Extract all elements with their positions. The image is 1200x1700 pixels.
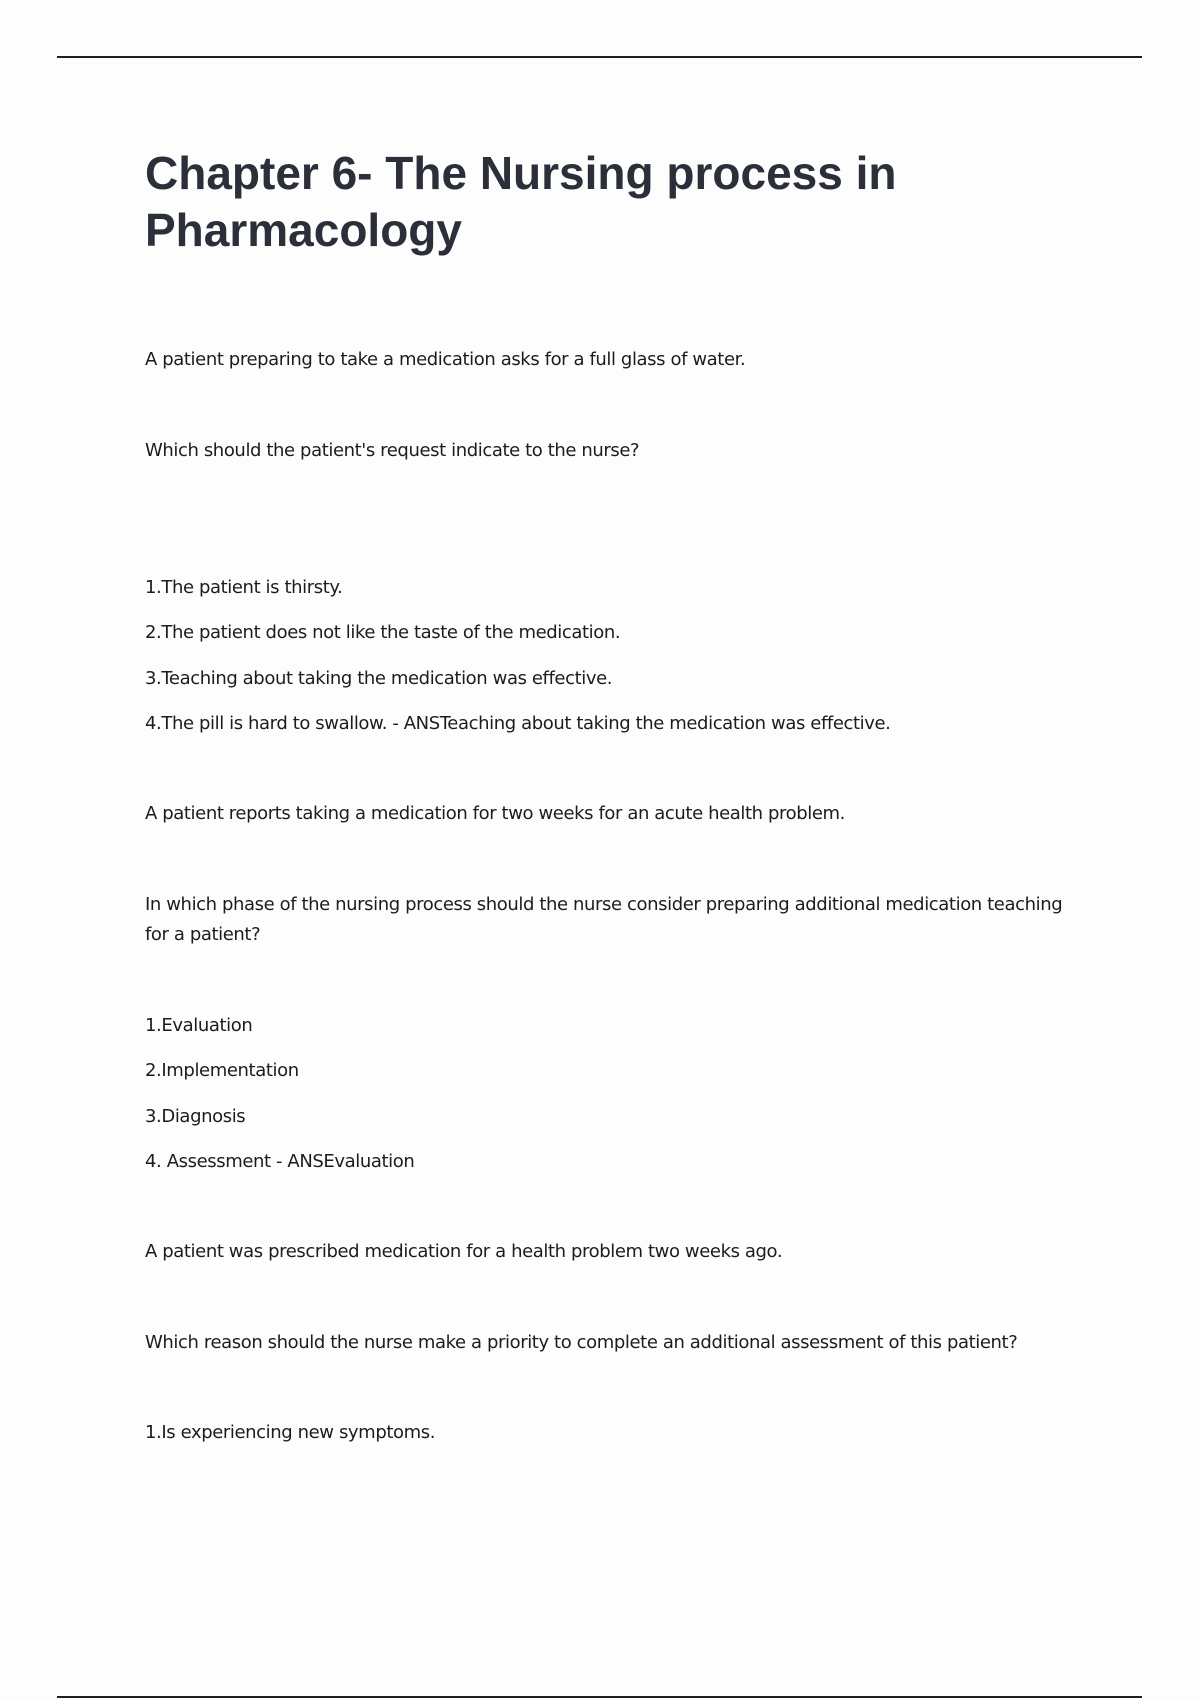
question-2-option-4-answer: 4. Assessment - ANSEvaluation — [145, 1151, 415, 1172]
question-1-text: Which should the patient's request indicate to the nurse? — [145, 440, 640, 461]
question-2-option-2: 2.Implementation — [145, 1060, 299, 1081]
question-2-option-3: 3.Diagnosis — [145, 1106, 246, 1127]
question-1-option-3: 3.Teaching about taking the medication was effective. — [145, 668, 613, 689]
question-1-stem: A patient preparing to take a medication asks for a full glass of water. — [145, 349, 746, 370]
page-title: Chapter 6- The Nursing process in Pharmacology — [145, 147, 897, 256]
question-3-stem: A patient was prescribed medication for a health problem two weeks ago. — [145, 1241, 783, 1262]
question-2-option-1: 1.Evaluation — [145, 1015, 253, 1036]
bottom-rule — [57, 1696, 1142, 1698]
question-3-text: Which reason should the nurse make a priority to complete an additional assessment of this patient? — [145, 1332, 1018, 1353]
question-2-stem: A patient reports taking a medication for two weeks for an acute health problem. — [145, 803, 845, 824]
question-1-option-1: 1.The patient is thirsty. — [145, 577, 343, 598]
question-3-option-1: 1.Is experiencing new symptoms. — [145, 1422, 436, 1443]
top-rule — [57, 56, 1142, 58]
question-1-option-2: 2.The patient does not like the taste of the medication. — [145, 622, 621, 643]
question-2-text: In which phase of the nursing process should the nurse consider preparing additional medication teaching for a patient? — [145, 894, 1063, 945]
question-1-option-4-answer: 4.The pill is hard to swallow. - ANSTeaching about taking the medication was effective. — [145, 713, 891, 734]
